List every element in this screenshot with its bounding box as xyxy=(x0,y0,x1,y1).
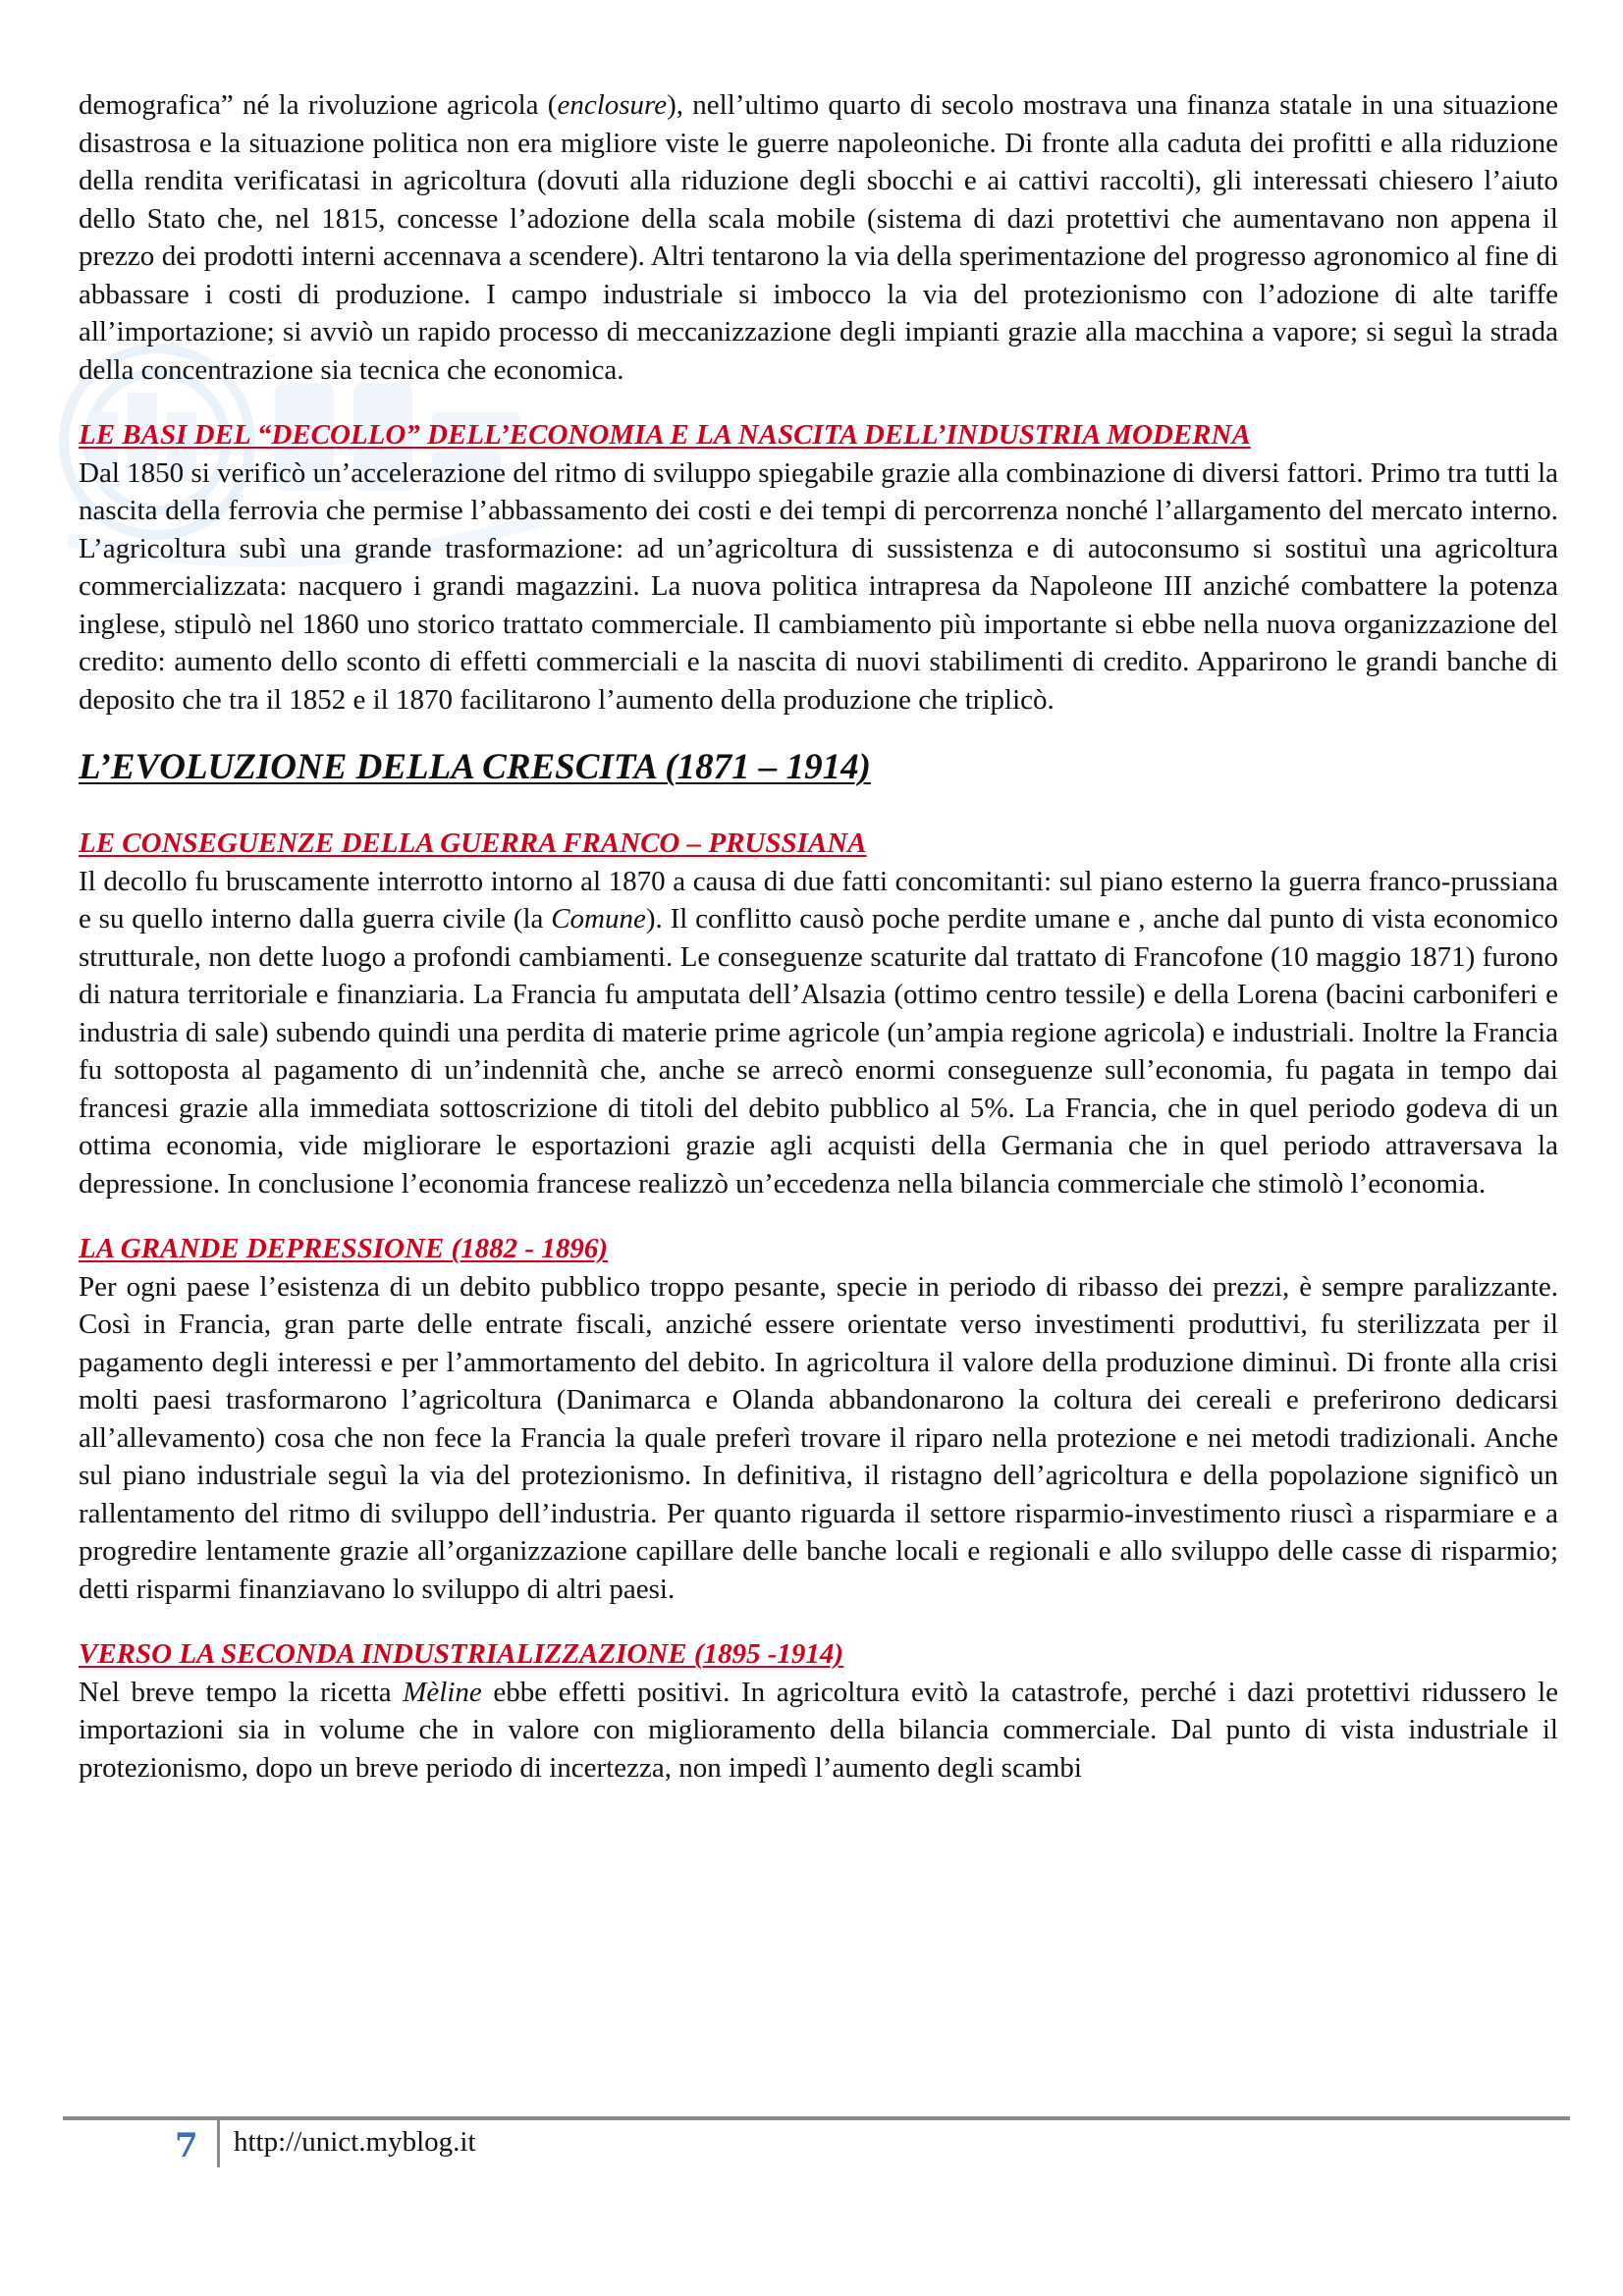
section-paragraph: Nel breve tempo la ricetta Mèline ebbe effetti positivi. In agricoltura evitò la catastrofe, perché i dazi protettivi ridussero le importazioni sia in volume che in valore con miglioramento della bilancia commerciale. Dal punto di vista industriale il protezionismo, dopo un breve periodo di incertezza, non impedì l’aumento degli scambi xyxy=(79,1676,1558,1784)
section-depressione xyxy=(79,1230,1558,1608)
footer-rule xyxy=(63,2116,1570,2120)
section-heading: LE BASI DEL “DECOLLO” DELL’ECONOMIA E LA NASCITA DELL’INDUSTRIA MODERNA xyxy=(79,419,1251,451)
chapter-heading: L’EVOLUZIONE DELLA CRESCITA (1871 – 1914) xyxy=(79,747,871,787)
section-paragraph: Per ogni paese l’esistenza di un debito pubblico troppo pesante, specie in periodo di ribasso dei prezzi, è sempre paralizzante. Così in Francia, gran parte delle entrate fiscali, anziché essere orientate verso investimenti produttivi, fu sterilizzata per il pagamento degli interessi e per l’ammortamento del debito. In agricoltura il valore della produzione diminuì. Di fronte alla crisi molti paesi trasformarono l’agricoltura (Danimarca e Olanda abbandonarono la coltura dei cereali e preferirono dedicarsi all’allevamento) cosa che non fece la Francia la quale preferì trovare il riparo nella protezione e nei metodi tradizionali. Anche sul piano industriale seguì la via del protezionismo. In definitiva, il ristagno dell’agricoltura e della popolazione significò un rallentamento del ritmo di sviluppo dell’industria. Per quanto riguarda il settore risparmio-investimento riuscì a risparmiare e a progredire lentamente grazie all’organizzazione capillare delle banche locali e regionali e allo sviluppo delle casse di risparmio; detti risparmi finanziavano lo sviluppo di altri paesi. xyxy=(79,1270,1558,1605)
footer-url-link[interactable]: http://unict.myblog.it xyxy=(234,2126,476,2158)
footer-separator xyxy=(217,2118,220,2167)
term-comune: Comune xyxy=(551,903,646,934)
section-paragraph: Dal 1850 si verificò un’accelerazione del ritmo di sviluppo spiegabile grazie alla combinazione di diversi fattori. Primo tra tutti la nascita della ferrovia che permise l’abbassamento dei costi e dei tempi di percorrenza nonché l’allargamento del mercato interno. L’agricoltura subì una grande trasformazione: ad un’agricoltura di sussistenza e di autoconsumo si sostituì una agricoltura commercializzata: nacquero i grandi magazzini. La nuova politica intrapresa da Napoleone III anziché combattere la potenza inglese, stipulò nel 1860 uno storico trattato commerciale. Il cambiamento più importante si ebbe nella nuova organizzazione del credito: aumento dello sconto di effetti commerciali e la nascita di nuovi stabilimenti di credito. Apparirono le grandi banche di deposito che tra il 1852 e il 1870 facilitarono l’aumento della produzione che triplicò. xyxy=(79,456,1558,716)
intro-paragraph: demografica” né la rivoluzione agricola (enclosure), nell’ultimo quarto di secolo mostrava una finanza statale in una situazione disastrosa e la situazione politica non era migliore viste le guerre napoleoniche. Di fronte alla caduta dei profitti e alla riduzione della rendita verificatasi in agricoltura (dovuti alla riduzione degli sbocchi e ai cattivi raccolti), gli interessati chiesero l’aiuto dello Stato che, nel 1815, concesse l’adozione della scala mobile (sistema di dazi protettivi che aumentavano non appena il prezzo dei prodotti interni accennava a scendere). Altri tentarono la via della sperimentazione del progresso agronomico al fine di abbassare i costi di produzione. I campo industriale si imbocco la via del protezionismo con l’adozione di alte tariffe all’importazione; si avviò un rapido processo di meccanizzazione degli impianti grazie alla macchina a vapore; si seguì la strada della concentrazione sia tecnica che economica. xyxy=(79,89,1558,386)
page-content xyxy=(79,86,1558,1814)
section-heading: VERSO LA SECONDA INDUSTRIALIZZAZIONE (1895 -1914) xyxy=(79,1638,844,1670)
section-paragraph: Il decollo fu bruscamente interrotto intorno al 1870 a causa di due fatti concomitanti: sul piano esterno la guerra franco-prussiana e su quello interno dalla guerra civile (la Comune). Il conflitto causò poche perdite umane e , anche dal punto di vista economico strutturale, non dette luogo a profondi cambiamenti. Le conseguenze scaturite dal trattato di Francofone (10 maggio 1871) furono di natura territoriale e finanziaria. La Francia fu amputata dell’Alsazia (ottimo centro tessile) e della Lorena (bacini carboniferi e industria di sale) subendo quindi una perdita di materie prime agricole (un’ampia regione agricola) e industriali. Inoltre la Francia fu sottoposta al pagamento di un’indennità che, anche se arrecò enormi conseguenze sull’economia, fu pagata in tempo dai francesi grazie alla immediata sottoscrizione di titoli del debito pubblico al 5%. La Francia, che in quel periodo godeva di un ottima economia, vide migliorare le esportazioni grazie agli acquisti della Germania che in quel periodo attraversava la depressione. In conclusione l’economia francese realizzò un’eccedenza nella bilancia commerciale che stimolò l’economia. xyxy=(79,865,1558,1200)
section-guerra xyxy=(79,825,1558,1202)
section-decollo xyxy=(79,416,1558,719)
term-meline: Mèline xyxy=(403,1676,482,1708)
section-heading: LA GRANDE DEPRESSIONE (1882 - 1896) xyxy=(79,1233,608,1264)
term-enclosure: enclosure xyxy=(557,89,668,121)
page-number: 7 xyxy=(175,2126,198,2165)
section-seconda-industrializzazione xyxy=(79,1635,1558,1787)
section-heading: LE CONSEGUENZE DELLA GUERRA FRANCO – PRUSSIANA xyxy=(79,828,867,859)
